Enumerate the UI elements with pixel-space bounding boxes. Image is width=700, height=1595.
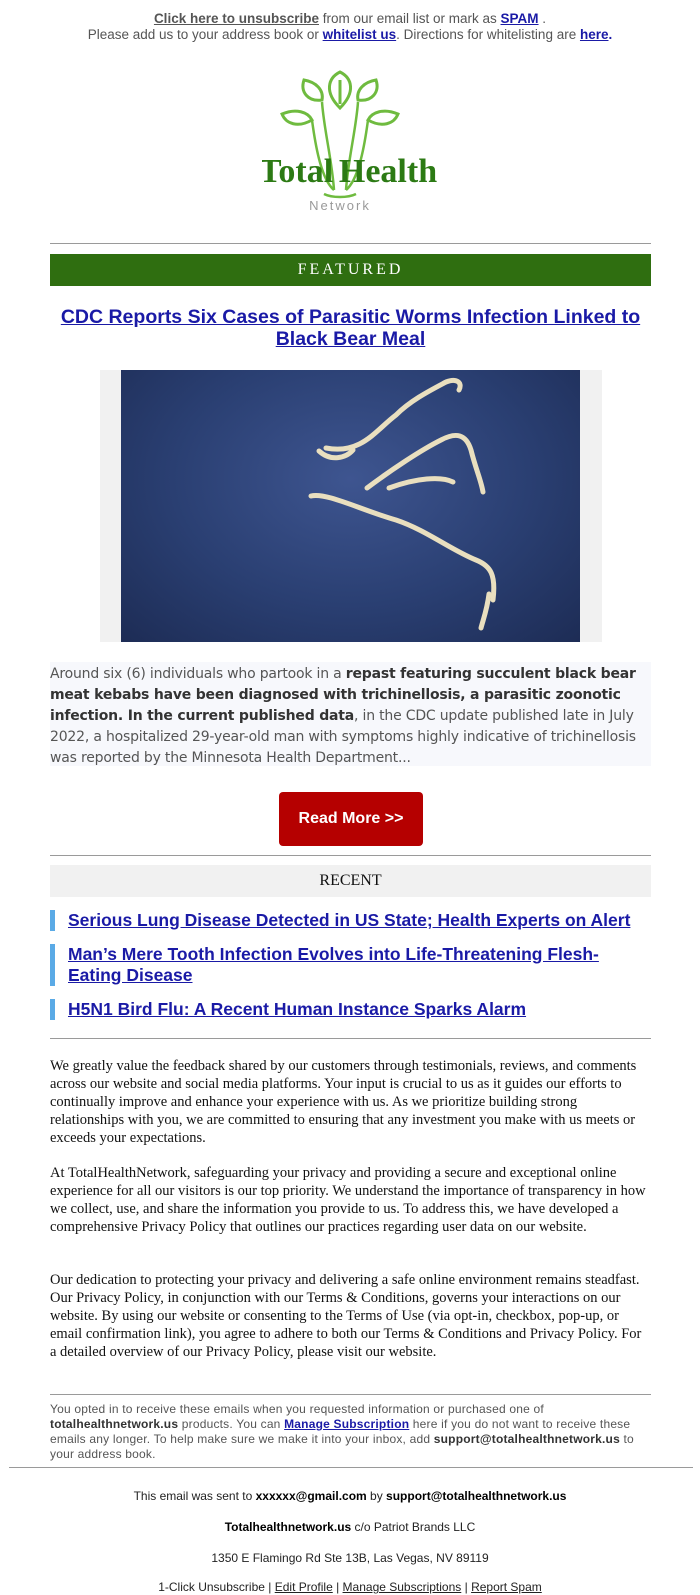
logo-network: Network [309, 198, 371, 213]
footer-divider [9, 1467, 693, 1468]
recent-article-link[interactable]: Serious Lung Disease Detected in US State; Health Experts on Alert [50, 910, 651, 931]
separator: | [264, 1580, 275, 1594]
featured-image[interactable] [121, 370, 580, 642]
recent-article-link[interactable]: H5N1 Bird Flu: A Recent Human Instance Sparks Alarm [50, 999, 651, 1020]
excerpt-text-2: , in the CDC update published late in July 2022, a hospitalized 29-year-old man with symptoms highly indicative of trichinellosis was reported by the Minnesota Health Department... [50, 708, 636, 766]
one-click-unsubscribe[interactable]: 1-Click Unsubscribe [158, 1580, 265, 1594]
header-notice [0, 11, 700, 43]
logo-graphic [262, 70, 438, 220]
divider [50, 1394, 651, 1395]
optin-text-4: to your address book. [50, 1432, 634, 1461]
report-spam-link[interactable]: Report Spam [471, 1580, 542, 1594]
excerpt-bold: repast featuring succulent black bear meat kebabs have been diagnosed with trichinellosis, a parasitic zoonotic infection. In the current published data [50, 666, 636, 724]
unsubscribe-link[interactable]: Click here to unsubscribe [153, 11, 319, 26]
footer-sent-to [0, 1489, 700, 1503]
directions-text: . Directions for whitelisting are [396, 27, 580, 42]
featured-headline-link[interactable]: CDC Reports Six Cases of Parasitic Worms Infection Linked to Black Bear Meal [60, 306, 641, 350]
recent-header: RECENT [50, 865, 651, 897]
footer-links [0, 1580, 700, 1594]
sender-email: support@totalhealthnetwork.us [386, 1489, 567, 1503]
divider [50, 1038, 651, 1039]
addressbook-text: Please add us to your address book or [87, 27, 323, 42]
worms-photo [121, 370, 580, 642]
feedback-paragraph: We greatly value the feedback shared by our customers through testimonials, reviews, and comments across our website and social media platforms. Your input is crucial to us as it guides our efforts to continually improve and enhance your experience with us. As we prioritize building strong relationships with you, we are committed to ensuring that any investment you make with us meets or exceeds your expectations. [50, 1058, 637, 1146]
optin-domain: totalhealthnetwork.us [50, 1417, 179, 1431]
recipient-email: xxxxxx@gmail.com [255, 1489, 367, 1503]
divider [50, 855, 651, 856]
separator: | [461, 1580, 472, 1594]
manage-subscription-link[interactable]: Manage Subscription [284, 1417, 410, 1431]
separator: | [332, 1580, 343, 1594]
spam-after: . [538, 11, 547, 26]
here-link[interactable]: here [579, 27, 609, 42]
terms-paragraph: Our dedication to protecting your privacy and delivering a safe online environment remains steadfast. Our Privacy Policy, in conjunction with our Terms & Conditions, governs your interactions on our website. By using our website or consenting to the Terms of Use (via opt-in, checkbox, pop-up, or email confirmation link), you agree to adhere to both our Terms & Conditions and Privacy Policy. For a detailed overview of our Privacy Policy, please visit our website. [50, 1272, 642, 1360]
total-health-logo[interactable] [262, 70, 438, 220]
whitelist-link[interactable]: whitelist us [322, 27, 397, 42]
company-suffix: c/o Patriot Brands LLC [351, 1520, 476, 1534]
excerpt-text-1: Around six (6) individuals who partook in a [50, 666, 346, 682]
worm-shapes [311, 380, 494, 628]
company-name: Totalhealthnetwork.us [224, 1520, 352, 1534]
optin-text-1: You opted in to receive these emails when you requested information or purchased one of [50, 1402, 544, 1416]
optin-notice [50, 1402, 651, 1462]
read-more-button[interactable]: Read More >> [279, 792, 423, 846]
unsubscribe-text: from our email list or mark as [318, 11, 501, 26]
logo-health: Health [338, 153, 438, 190]
optin-text-2: products. You can [178, 1417, 285, 1431]
support-email: support@totalhealthnetwork.us [433, 1432, 620, 1446]
footer-address: 1350 E Flamingo Rd Ste 13B, Las Vegas, NV 89119 [211, 1551, 489, 1565]
privacy-paragraph: At TotalHealthNetwork, safeguarding your privacy and providing a secure and exceptional online experience for all our visitors is our top priority. We understand the importance of transparency in how we collect, use, and share the information you provide to us. To address this, we have developed a comprehensive Privacy Policy that outlines our practices regarding user data on our website. [50, 1165, 646, 1235]
manage-subscriptions-link[interactable]: Manage Subscriptions [342, 1580, 462, 1594]
period: . [608, 27, 613, 42]
logo-total: Total [262, 153, 334, 190]
edit-profile-link[interactable]: Edit Profile [274, 1580, 333, 1594]
featured-banner: FEATURED [50, 254, 651, 286]
spam-link[interactable]: SPAM [500, 11, 539, 26]
by-text: by [366, 1489, 387, 1503]
recent-article-link[interactable]: Man’s Mere Tooth Infection Evolves into Life-Threatening Flesh-Eating Disease [50, 944, 651, 986]
featured-excerpt [50, 662, 651, 766]
footer-company [0, 1520, 700, 1534]
divider [50, 243, 651, 244]
optin-text-3: here if you do not want to receive these emails any longer. To help make sure we make it into your inbox, add [50, 1417, 631, 1446]
sent-to-text: This email was sent to [133, 1489, 256, 1503]
leaf-icon [282, 72, 398, 124]
